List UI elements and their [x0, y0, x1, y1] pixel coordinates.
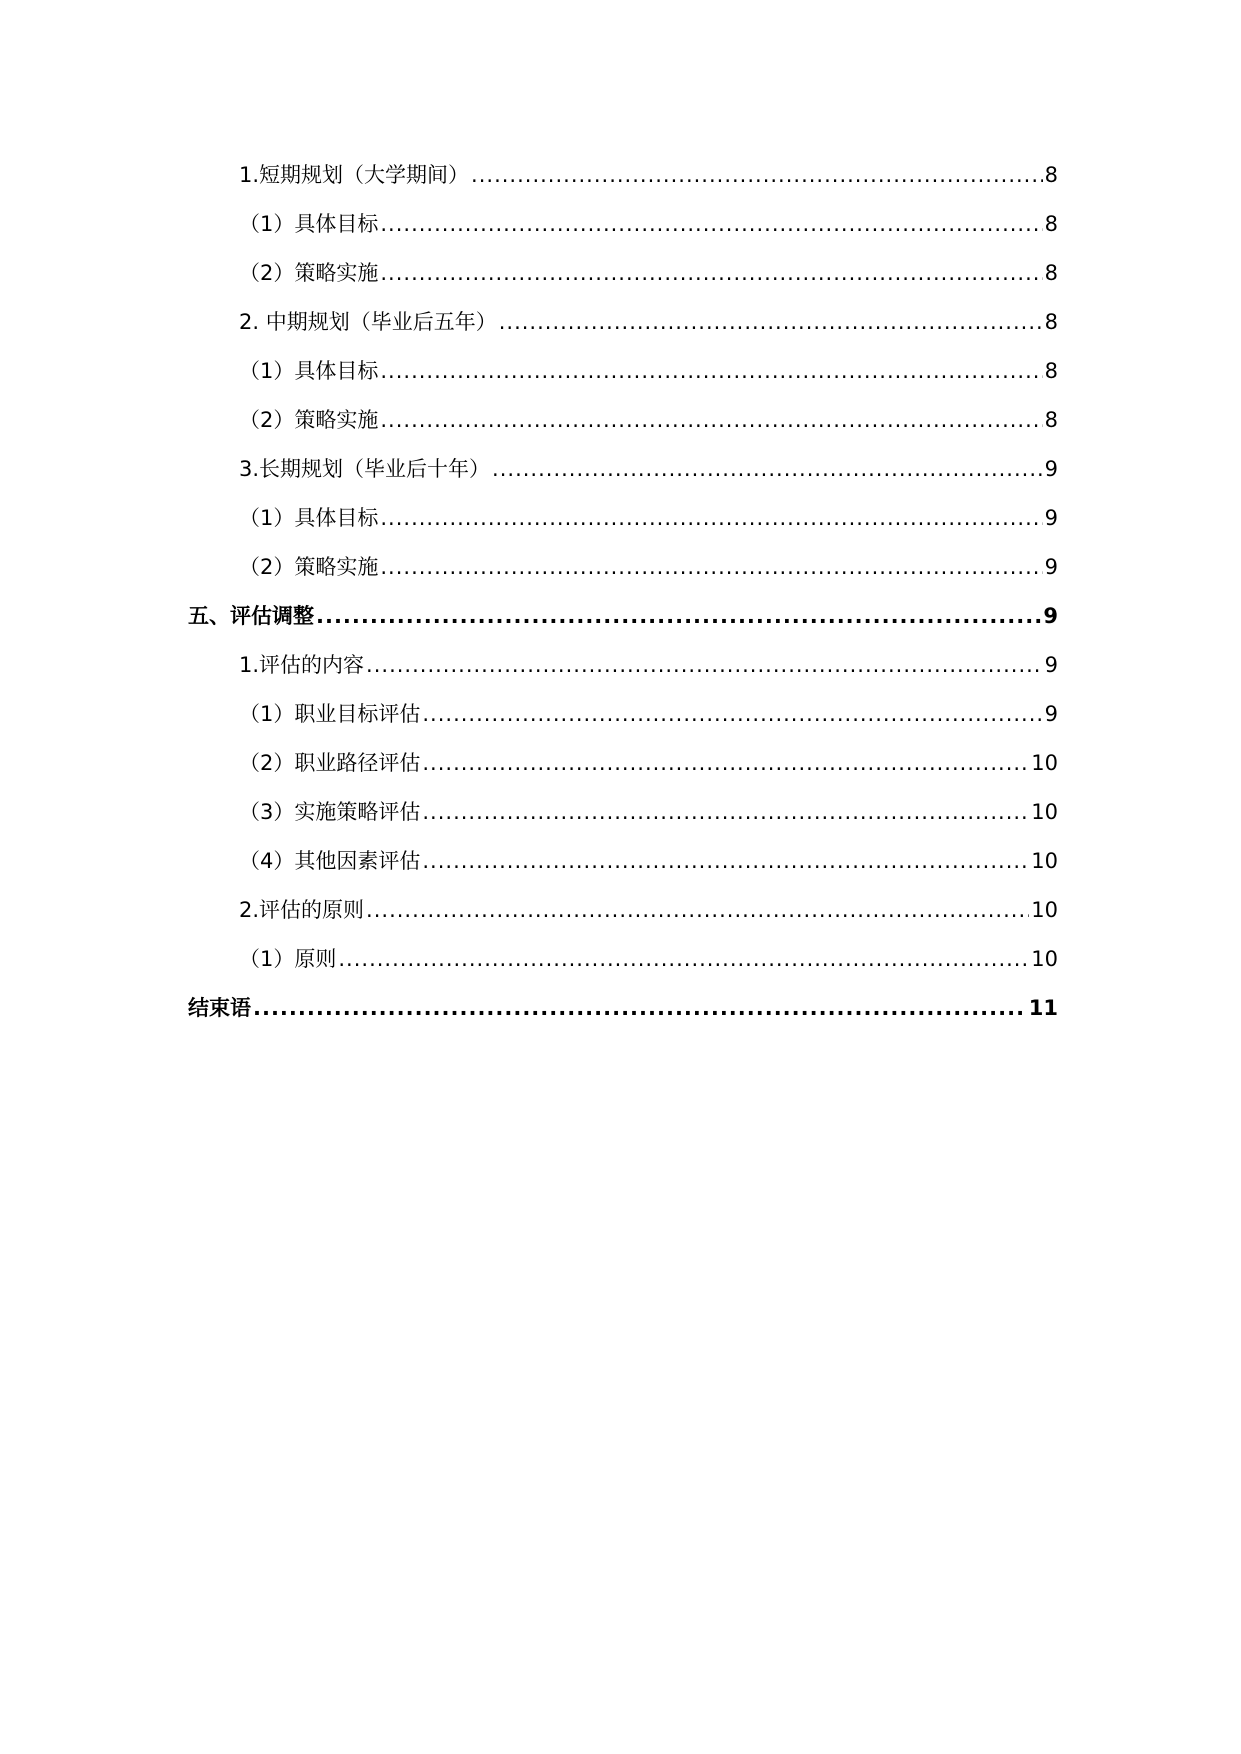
table-of-contents	[188, 151, 1058, 1033]
toc-entry-label: 2.评估的原则	[239, 898, 365, 922]
toc-entry[interactable]	[188, 249, 1058, 298]
toc-dot-leader	[380, 249, 1042, 298]
toc-dot-leader	[471, 151, 1043, 200]
toc-entry-label: （1）具体目标	[239, 212, 379, 236]
toc-entry-label: （1）具体目标	[239, 359, 379, 383]
toc-entry-page-number: 8	[1044, 408, 1058, 432]
toc-dot-leader	[492, 445, 1043, 494]
toc-entry-label: 2. 中期规划（毕业后五年）	[239, 310, 497, 334]
toc-entry[interactable]	[188, 151, 1058, 200]
toc-entry-label: 结束语	[188, 996, 251, 1020]
toc-entry-page-number: 10	[1031, 849, 1058, 873]
toc-dot-leader	[422, 788, 1029, 837]
toc-dot-leader	[422, 837, 1029, 886]
toc-entry[interactable]	[188, 739, 1058, 788]
toc-dot-leader	[366, 641, 1043, 690]
toc-entry-page-number: 9	[1044, 457, 1058, 481]
toc-entry[interactable]	[188, 592, 1058, 641]
toc-dot-leader	[253, 984, 1027, 1033]
toc-entry[interactable]	[188, 298, 1058, 347]
toc-entry-page-number: 10	[1031, 800, 1058, 824]
toc-entry-page-number: 8	[1044, 359, 1058, 383]
toc-entry[interactable]	[188, 886, 1058, 935]
toc-entry-label: （2）策略实施	[239, 261, 379, 285]
toc-dot-leader	[380, 396, 1042, 445]
toc-entry-page-number: 10	[1031, 947, 1058, 971]
toc-entry[interactable]	[188, 788, 1058, 837]
toc-entry-page-number: 11	[1028, 996, 1058, 1020]
toc-entry-page-number: 9	[1044, 506, 1058, 530]
toc-dot-leader	[338, 935, 1029, 984]
toc-entry-page-number: 8	[1044, 212, 1058, 236]
toc-dot-leader	[380, 494, 1042, 543]
toc-entry-label: 3.长期规划（毕业后十年）	[239, 457, 491, 481]
toc-entry-page-number: 8	[1044, 310, 1058, 334]
toc-entry-page-number: 10	[1031, 751, 1058, 775]
toc-entry-label: （1）职业目标评估	[239, 702, 421, 726]
toc-entry[interactable]	[188, 935, 1058, 984]
toc-entry[interactable]	[188, 445, 1058, 494]
toc-entry-page-number: 9	[1043, 604, 1058, 628]
toc-entry[interactable]	[188, 690, 1058, 739]
toc-entry-label: （4）其他因素评估	[239, 849, 421, 873]
toc-entry-page-number: 9	[1044, 653, 1058, 677]
toc-entry[interactable]	[188, 543, 1058, 592]
toc-entry-page-number: 9	[1044, 555, 1058, 579]
toc-entry[interactable]	[188, 200, 1058, 249]
toc-dot-leader	[380, 200, 1042, 249]
toc-dot-leader	[499, 298, 1043, 347]
toc-dot-leader	[422, 739, 1029, 788]
toc-entry-label: 1.评估的内容	[239, 653, 365, 677]
toc-dot-leader	[366, 886, 1029, 935]
toc-entry-page-number: 10	[1031, 898, 1058, 922]
toc-entry-page-number: 8	[1044, 163, 1058, 187]
toc-entry-page-number: 9	[1044, 702, 1058, 726]
toc-entry[interactable]	[188, 347, 1058, 396]
toc-entry[interactable]	[188, 837, 1058, 886]
toc-entry-label: （1）原则	[239, 947, 337, 971]
toc-dot-leader	[422, 690, 1042, 739]
toc-dot-leader	[380, 347, 1042, 396]
toc-entry-label: （2）策略实施	[239, 555, 379, 579]
toc-entry-label: （3）实施策略评估	[239, 800, 421, 824]
toc-entry-label: （2）策略实施	[239, 408, 379, 432]
toc-entry-label: 五、评估调整	[188, 604, 314, 628]
toc-entry-label: （2）职业路径评估	[239, 751, 421, 775]
toc-entry[interactable]	[188, 396, 1058, 445]
toc-entry-label: （1）具体目标	[239, 506, 379, 530]
toc-dot-leader	[380, 543, 1042, 592]
toc-entry[interactable]	[188, 641, 1058, 690]
toc-entry-label: 1.短期规划（大学期间）	[239, 163, 470, 187]
toc-entry[interactable]	[188, 494, 1058, 543]
toc-entry[interactable]	[188, 984, 1058, 1033]
toc-entry-page-number: 8	[1044, 261, 1058, 285]
toc-dot-leader	[316, 592, 1041, 641]
